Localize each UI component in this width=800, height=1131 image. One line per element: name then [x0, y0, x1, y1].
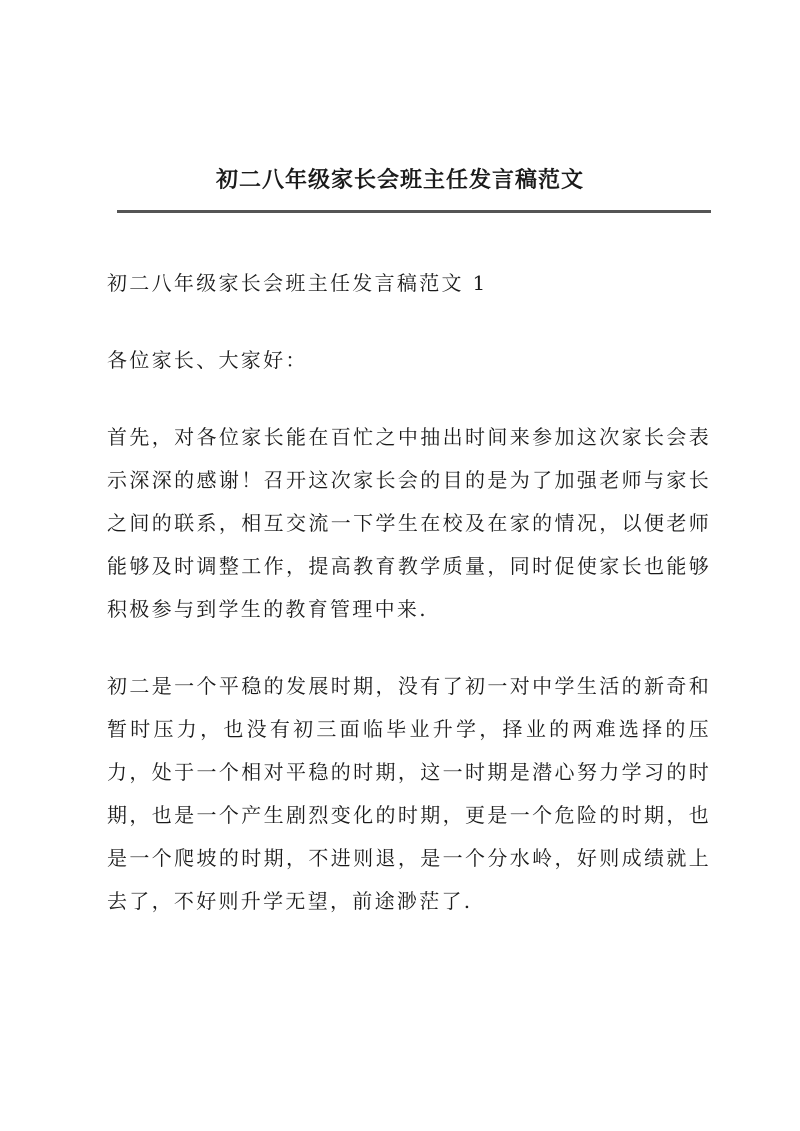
body-paragraph-2: 初二是一个平稳的发展时期，没有了初一对中学生活的新奇和暂时压力，也没有初三面临毕业升学，择业的两难选择的压力，处于一个相对平稳的时期，这一时期是潜心努力学习的时期，也是一个产生剧烈变化的时期，更是一个危险的时期，也是一个爬坡的时期，不进则退，是一个分水岭，好则成绩就上去了，不好则升学无望，前途渺茫了.: [107, 674, 711, 913]
body-paragraph-1: 首先，对各位家长能在百忙之中抽出时间来参加这次家长会表示深深的感谢！召开这次家长会的目的是为了加强老师与家长之间的联系，相互交流一下学生在校及在家的情况，以便老师能够及时调整工作，提高教育教学质量，同时促使家长也能够积极参与到学生的教育管理中来.: [107, 425, 711, 621]
section-heading: 初二八年级家长会班主任发言稿范文 1: [107, 271, 488, 295]
greeting-paragraph: 各位家长、大家好：: [107, 348, 308, 372]
document-title: 初二八年级家长会班主任发言稿范文: [215, 167, 584, 193]
title-divider: [117, 210, 711, 213]
document-body: [107, 262, 711, 923]
